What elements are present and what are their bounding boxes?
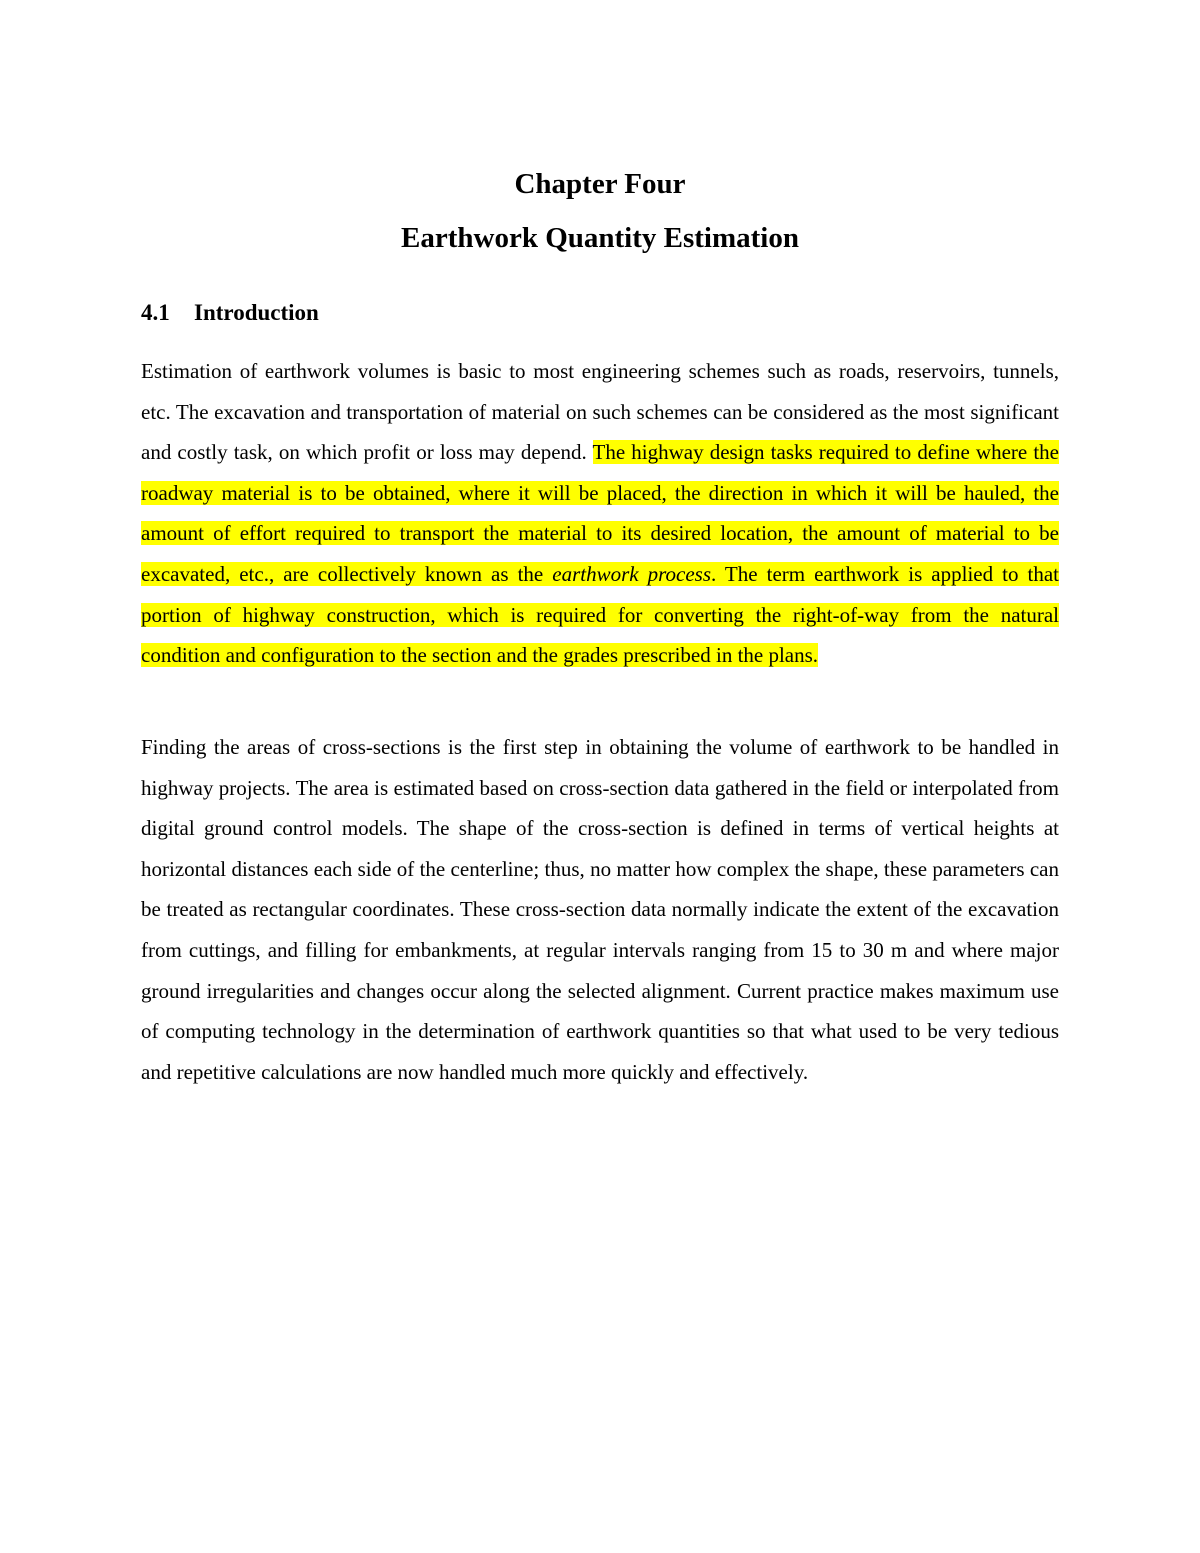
introduction-paragraph-1 [141,351,1059,676]
chapter-name-title: Earthwork Quantity Estimation [401,222,799,254]
highlighted-text-part-2: . The term earthwork is applied to that portion of highway construction, which is required for converting the right-of-way from the natural condition and configuration to the section and the grades prescribed in the plans. [141,561,1059,668]
earthwork-process-term: earthwork process [552,561,712,586]
chapter-number-title: Chapter Four [514,168,686,200]
introduction-paragraph-2: Finding the areas of cross-sections is the first step in obtaining the volume of earthwork to be handled in highway projects. The area is estimated based on cross-section data gathered in the field or interpolated from digital ground control models. The shape of the cross-section is defined in terms of vertical heights at horizontal distances each side of the centerline; thus, no matter how complex the shape, these parameters can be treated as rectangular coordinates. These cross-section data normally indicate the extent of the excavation from cuttings, and filling for embankments, at regular intervals ranging from 15 to 30 m and where major ground irregularities and changes occur along the selected alignment. Current practice makes maximum use of computing technology in the determination of earthwork quantities so that what used to be very tedious and repetitive calculations are now handled much more quickly and effectively. [141,735,1059,1084]
highlighted-text-part-1: The highway design tasks required to define where the roadway material is to be obtained, where it will be placed, the direction in which it will be hauled, the amount of effort required to transport the material to its desired location, the amount of material to be excavated, etc., are collectively known as the [141,440,1059,586]
highlighted-italic-term [552,562,711,586]
section-heading [141,297,319,329]
paragraph-1-plain-text: Estimation of earthwork volumes is basic to most engineering schemes such as roads, reservoirs, tunnels, etc. The excavation and transportation of material on such schemes can be considered as the most significant and costly task, on which profit or loss may depend. [141,359,1059,465]
section-number: 4.1 [141,300,170,325]
section-title: Introduction [194,300,319,325]
